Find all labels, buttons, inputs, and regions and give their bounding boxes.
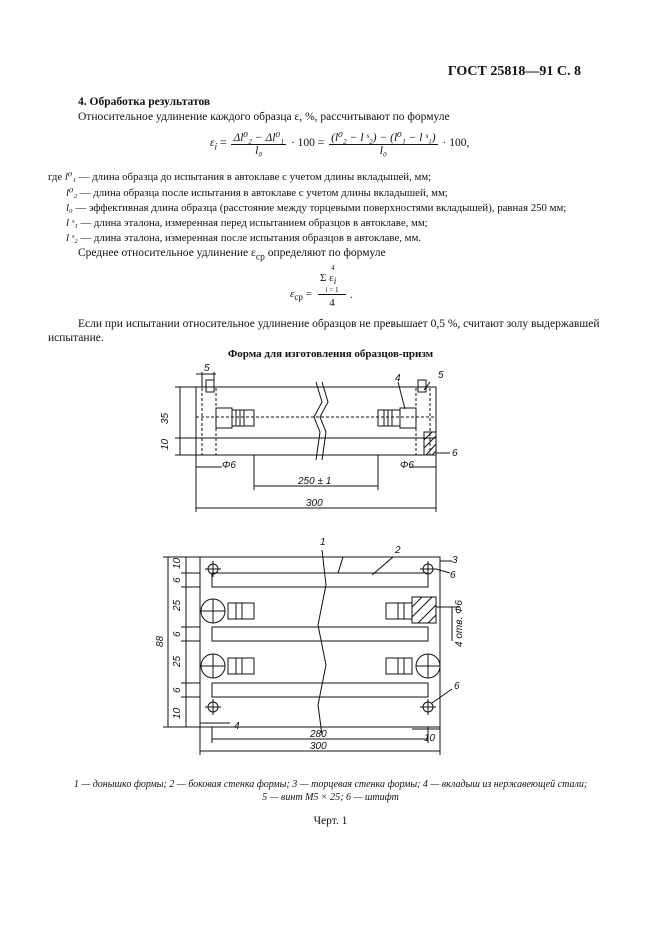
paragraph-intro: Относительное удлинение каждого образца ε, %, рассчитывают по формуле — [78, 111, 450, 123]
top-dim-35: 35 — [160, 412, 171, 424]
page-header: ГОСТ 25818—91 С. 8 — [447, 64, 581, 79]
left-insert-body — [228, 658, 254, 674]
definition-symbol: l⁰₂ — [66, 187, 78, 199]
formula1-fraction-1 — [231, 130, 286, 157]
formula-average: $\varepsilon_{ср}$ = 4 Σ $\varepsilon_i$ i = 1 4 . — [290, 264, 353, 309]
top-label-4: 4 — [395, 373, 401, 384]
definition-text: — длина эталона, измеренная после испытания образцов в автоклаве, мм. — [80, 232, 422, 244]
left-insert-head — [216, 408, 232, 428]
figure-caption-line1: 1 — донышко формы; 2 — боковая стенка формы; 3 — торцевая стенка формы; 4 — вкладыш из нержавеющей стали; — [73, 779, 588, 790]
top-dim-300: 300 — [306, 498, 323, 509]
formula1-num2: (l⁰₂ − l ˢ₂) − (l⁰₁ − l ˢ₁) — [331, 132, 436, 144]
figure-label: Черт. 1 — [313, 815, 348, 827]
paragraph-average — [78, 247, 386, 262]
formula1-den1: l₀ — [255, 145, 263, 157]
top-label-5: 5 — [438, 370, 444, 381]
paragraph-result-line2: испытание. — [48, 332, 104, 344]
break-line — [320, 382, 328, 460]
plan-label-1: 1 — [320, 537, 326, 548]
formula2-sum: Σ ε — [320, 272, 334, 284]
formula2-sum-bottom: i = 1 — [318, 286, 346, 295]
plan-dim-10: 10 — [172, 557, 183, 569]
left-insert-body — [228, 603, 254, 619]
definition-symbol: l ˢ₂ — [66, 232, 78, 244]
plan-dim-6: 6 — [172, 687, 183, 693]
formula1-num1: Δl⁰₂ − Δl⁰₁ — [233, 132, 285, 144]
top-dim-10: 10 — [160, 438, 171, 450]
formula2-lhs: ε — [290, 288, 295, 300]
definition-text: — длина эталона, измеренная перед испытанием образцов в автоклаве, мм; — [80, 217, 428, 229]
formula2-tail: . — [350, 289, 353, 301]
formula1-fraction-2 — [329, 130, 437, 157]
figure-caption-line2: 5 — винт М5 × 25; 6 — штифт — [262, 792, 399, 803]
top-label-6: 6 — [452, 448, 458, 459]
side-wall-1 — [212, 573, 428, 587]
top-dim-250: 250 ± 1 — [298, 476, 332, 487]
plan-label-6: 6 — [450, 570, 456, 581]
section-title: 4. Обработка результатов — [78, 96, 211, 108]
plan-label-3: 3 — [452, 555, 458, 566]
paragraph-average-sub: ср — [255, 251, 265, 263]
paragraph-average-text: Среднее относительное удлинение ε — [78, 247, 256, 259]
formula1-lhs: ε — [210, 137, 215, 150]
plan-dim-4: 4 — [234, 721, 240, 732]
definition-text: — эффективная длина образца (расстояние между торцевыми поверхностями вкладышей), равная 250 мм; — [75, 202, 567, 214]
definition-symbol: l⁰₁ — [64, 171, 76, 183]
plan-dim-6: 6 — [172, 631, 183, 637]
right-insert-head — [400, 408, 416, 428]
top-dim-d6-left: Φ6 — [222, 460, 236, 471]
right-insert-body — [386, 603, 412, 619]
formula2-sum-sub: i — [333, 276, 337, 287]
break-line — [314, 382, 322, 460]
plan-dim-10: 10 — [424, 733, 436, 744]
formula-elongation: $\varepsilon_i$ = $\frac{\text{Δl⁰₂ − Δl⁰₁}}{\text{l₀}}$ · 100 = $\frac{\text{(l⁰₂ − l ˢ₂) − (l⁰₁ − l ˢ₁)}}{\text{l₀}}$ · 100, — [210, 132, 470, 157]
paragraph-result-line1: Если при испытании относительное удлинение образцов не превышает 0,5 %, считают золу выдержавшей — [78, 318, 600, 330]
plan-dim-10: 10 — [172, 707, 183, 719]
formula1-den2: l₀ — [379, 145, 387, 157]
plan-dim-88: 88 — [155, 635, 166, 647]
plan-dim-6: 6 — [172, 577, 183, 583]
formula1-lhs-sub: i — [214, 141, 218, 153]
definition-text: — длина образца после испытания в автоклаве с учетом длины вкладышей, мм; — [79, 187, 448, 199]
definition-text: — длина образца до испытания в автоклаве с учетом длины вкладышей, мм; — [78, 171, 432, 183]
plan-dim-25: 25 — [172, 655, 183, 667]
top-dim-5: 5 — [204, 363, 210, 374]
definition-row — [66, 186, 448, 199]
definition-prefix: где — [48, 171, 63, 183]
formula1-tail: · 100, — [442, 137, 470, 150]
formula2-den: 4 — [329, 297, 335, 309]
definition-row — [66, 217, 428, 229]
plan-dim-300: 300 — [310, 741, 327, 752]
definition-row — [66, 202, 566, 214]
mold-plan-outline — [200, 557, 440, 727]
definition-symbol: l₀ — [66, 202, 73, 214]
plan-label-6: 6 — [454, 681, 460, 692]
right-insert-body — [386, 658, 412, 674]
figure-plan-view — [0, 537, 661, 760]
plan-dim-280: 280 — [310, 729, 327, 740]
formula2-sum-top: 4 — [331, 264, 335, 272]
definition-row — [66, 232, 421, 244]
figure-title: Форма для изготовления образцов-призм — [227, 348, 434, 360]
break-line — [318, 550, 326, 735]
figure-top-view — [0, 362, 661, 522]
left-end-wall — [202, 387, 216, 455]
definition-row — [48, 170, 431, 183]
right-insert-body — [378, 410, 400, 426]
paragraph-average-tail: определяют по формуле — [267, 247, 386, 259]
formula2-lhs-sub: ср — [294, 292, 303, 303]
plan-dim-25: 25 — [172, 599, 183, 611]
plan-dim-holes: 4 отв. Φ6 — [454, 600, 465, 647]
formula1-mid: · 100 = — [290, 137, 325, 150]
plan-label-2: 2 — [395, 545, 401, 556]
left-insert-body — [232, 410, 254, 426]
top-dim-d6-right: Φ6 — [400, 460, 414, 471]
left-screw — [206, 380, 214, 392]
definition-symbol: l ˢ₁ — [66, 217, 78, 229]
right-screw — [418, 380, 426, 392]
